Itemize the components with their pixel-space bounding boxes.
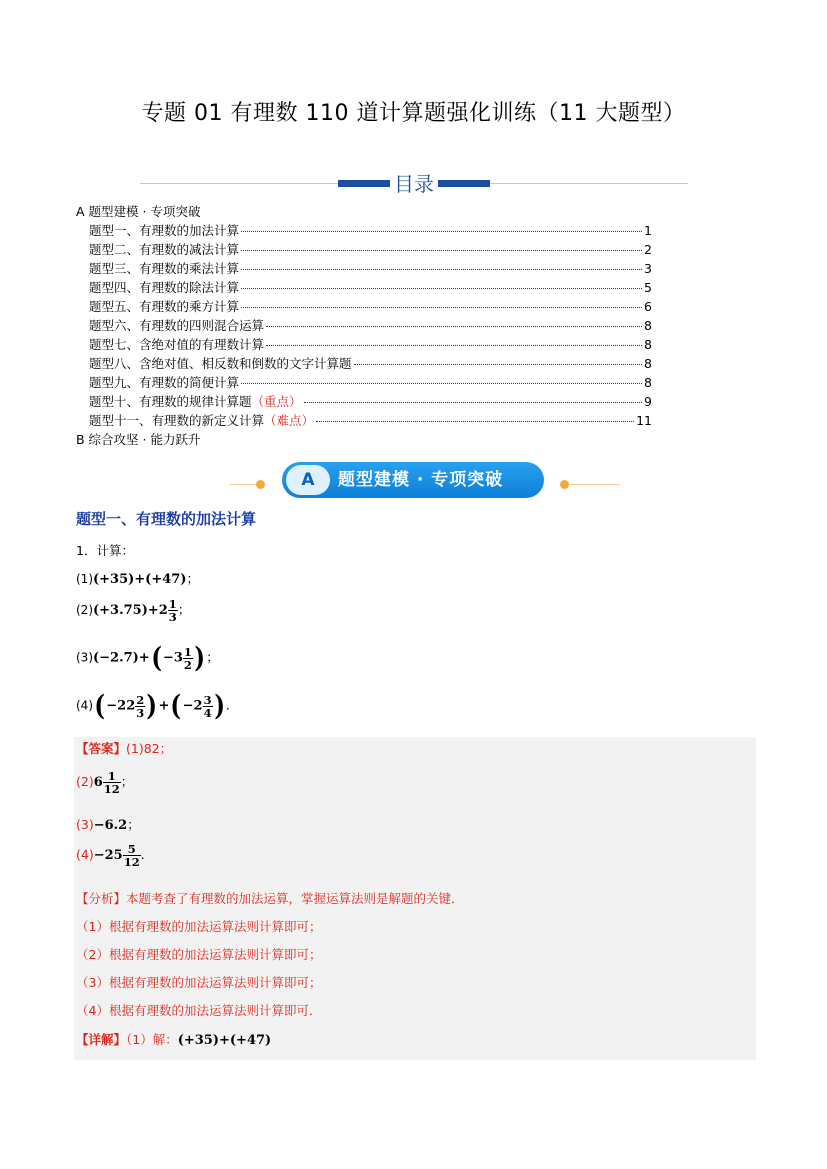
math-expression: (+3.75)+2 — [93, 603, 168, 618]
toc-item[interactable] — [76, 354, 652, 373]
math-expression: (−2.7)+ — [93, 650, 150, 666]
math-expression: −3 — [162, 650, 183, 666]
answer-line-1 — [76, 739, 172, 757]
toc-item-label: 题型七、含绝对值的有理数计算 — [89, 337, 265, 352]
plus-sign: + — [158, 698, 170, 714]
analysis-step-2: （2）根据有理数的加法运算法则计算即可； — [76, 947, 322, 962]
document-title: 专题 01 有理数 110 道计算题强化训练（11 大题型） — [141, 101, 686, 126]
toc-item-label: 题型十、有理数的规律计算题 — [89, 394, 252, 409]
toc-heading-label: 目录 — [390, 168, 438, 197]
toc-item-page: 3 — [644, 261, 652, 276]
banner-line-right — [570, 484, 620, 485]
fraction: $\frac{1}{12}$ — [103, 769, 120, 796]
toc-item-label: 题型五、有理数的乘方计算 — [89, 299, 240, 314]
fraction: $\frac{3}{4}$ — [203, 692, 212, 720]
banner-dot-right — [560, 480, 569, 489]
question-item-4: (4)(−22 $\frac{2}{3}$ )+(−2 $\frac{3}{4}$ )． — [76, 689, 239, 722]
toc-item[interactable] — [76, 392, 652, 411]
toc-item-page: 8 — [644, 318, 652, 333]
item-number: (1) — [76, 572, 93, 586]
toc-item-label: 题型九、有理数的简便计算 — [89, 375, 240, 390]
toc-leader-dots — [266, 345, 642, 346]
detail-line — [76, 1030, 271, 1048]
item-number: (2) — [76, 603, 93, 617]
toc-leader-dots — [241, 269, 642, 270]
item-end: ； — [206, 649, 219, 665]
toc-item-label: 题型二、有理数的减法计算 — [89, 242, 240, 257]
toc-leader-dots — [241, 231, 642, 232]
fraction: $\frac{1}{2}$ — [183, 644, 192, 672]
item-number: (3) — [76, 650, 93, 665]
item-end: ； — [186, 571, 199, 586]
section-title: 题型一、有理数的加法计算 — [76, 510, 257, 528]
toc-part-b[interactable]: B 综合攻坚 · 能力跃升 — [76, 432, 201, 447]
toc-item[interactable] — [76, 297, 652, 316]
detail-text: （1）解： — [126, 1032, 178, 1047]
answer-label: 【答案】 — [76, 741, 127, 756]
question-item-1 — [76, 569, 199, 587]
toc-leader-dots — [304, 402, 643, 403]
banner-letter: A — [286, 465, 330, 495]
toc-leader-dots — [241, 250, 642, 251]
fraction: $\frac{2}{3}$ — [136, 692, 145, 720]
toc-item-label: 题型十一、有理数的新定义计算 — [89, 413, 265, 428]
banner-pill — [282, 462, 544, 498]
toc-item-page: 9 — [644, 394, 652, 409]
math-expression: (+35)+(+47) — [93, 572, 187, 587]
toc-item[interactable] — [76, 240, 652, 259]
question-intro: 1．计算： — [76, 543, 134, 558]
item-end: ． — [225, 697, 239, 713]
toc-item-page: 5 — [644, 280, 652, 295]
toc-item[interactable] — [76, 278, 652, 297]
toc-leader-dots — [354, 364, 643, 365]
analysis-step-4: （4）根据有理数的加法运算法则计算即可． — [76, 1003, 322, 1018]
fraction: $\frac{5}{12}$ — [123, 842, 140, 869]
toc-leader-dots — [266, 326, 642, 327]
item-number: (4) — [76, 698, 93, 713]
answer-line-2: (2)6 $\frac{1}{12}$ ； — [76, 769, 134, 796]
toc-leader-dots — [241, 383, 642, 384]
toc-item-page: 8 — [644, 356, 652, 371]
toc-item[interactable] — [76, 316, 652, 335]
toc-bar-right — [438, 180, 490, 187]
question-item-2 — [76, 598, 190, 623]
toc-item-label: 题型四、有理数的除法计算 — [89, 280, 240, 295]
toc-item-label: 题型八、含绝对值、相反数和倒数的文字计算题 — [89, 356, 352, 371]
math-expression: (+35)+(+47) — [177, 1033, 272, 1048]
math-expression: −2 — [182, 698, 203, 714]
toc-leader-dots — [241, 288, 642, 289]
detail-label: 【详解】 — [76, 1032, 127, 1047]
toc-item-page: 6 — [644, 299, 652, 314]
toc-item[interactable] — [76, 335, 652, 354]
analysis-step-1: （1）根据有理数的加法运算法则计算即可； — [76, 919, 322, 934]
section-banner — [230, 462, 610, 500]
toc-item-label: 题型三、有理数的乘法计算 — [89, 261, 240, 276]
toc-item-page: 2 — [644, 242, 652, 257]
toc-item-label: 题型六、有理数的四则混合运算 — [89, 318, 265, 333]
fraction: $\frac{1}{3}$ — [168, 597, 177, 624]
answer-line-3: (3)−6.2； — [76, 817, 140, 833]
banner-text: 题型建模 · 专项突破 — [338, 470, 504, 490]
answer-line-4: (4)−25 $\frac{5}{12}$ ． — [76, 842, 154, 869]
toc-item[interactable] — [76, 373, 652, 392]
answer-1: (1)82； — [126, 741, 173, 756]
toc-item-page: 8 — [644, 375, 652, 390]
toc-item[interactable] — [76, 221, 652, 240]
analysis-step-3: （3）根据有理数的加法运算法则计算即可； — [76, 975, 322, 990]
toc-leader-dots — [316, 421, 634, 422]
toc-heading — [140, 168, 688, 196]
toc-item-label: 题型一、有理数的加法计算 — [89, 223, 240, 238]
toc-item-tag: （重点） — [251, 394, 302, 409]
table-of-contents — [76, 202, 652, 449]
toc-item[interactable] — [76, 259, 652, 278]
toc-bar-left — [338, 180, 390, 187]
toc-item-page: 1 — [644, 223, 652, 238]
toc-item-page: 8 — [644, 337, 652, 352]
analysis-text: 【分析】本题考查了有理数的加法运算，掌握运算法则是解题的关键． — [76, 891, 464, 906]
banner-dot-left — [256, 480, 265, 489]
toc-item-page: 11 — [636, 413, 652, 428]
toc-part-a[interactable]: A 题型建模 · 专项突破 — [76, 204, 201, 219]
item-end: ； — [177, 602, 191, 617]
question-item-3: (3)(−2.7)+(−3 $\frac{1}{2}$ )； — [76, 641, 219, 674]
toc-item-tag: （难点） — [264, 413, 315, 428]
toc-leader-dots — [241, 307, 642, 308]
toc-item[interactable] — [76, 411, 652, 430]
math-expression: −22 — [106, 698, 136, 714]
